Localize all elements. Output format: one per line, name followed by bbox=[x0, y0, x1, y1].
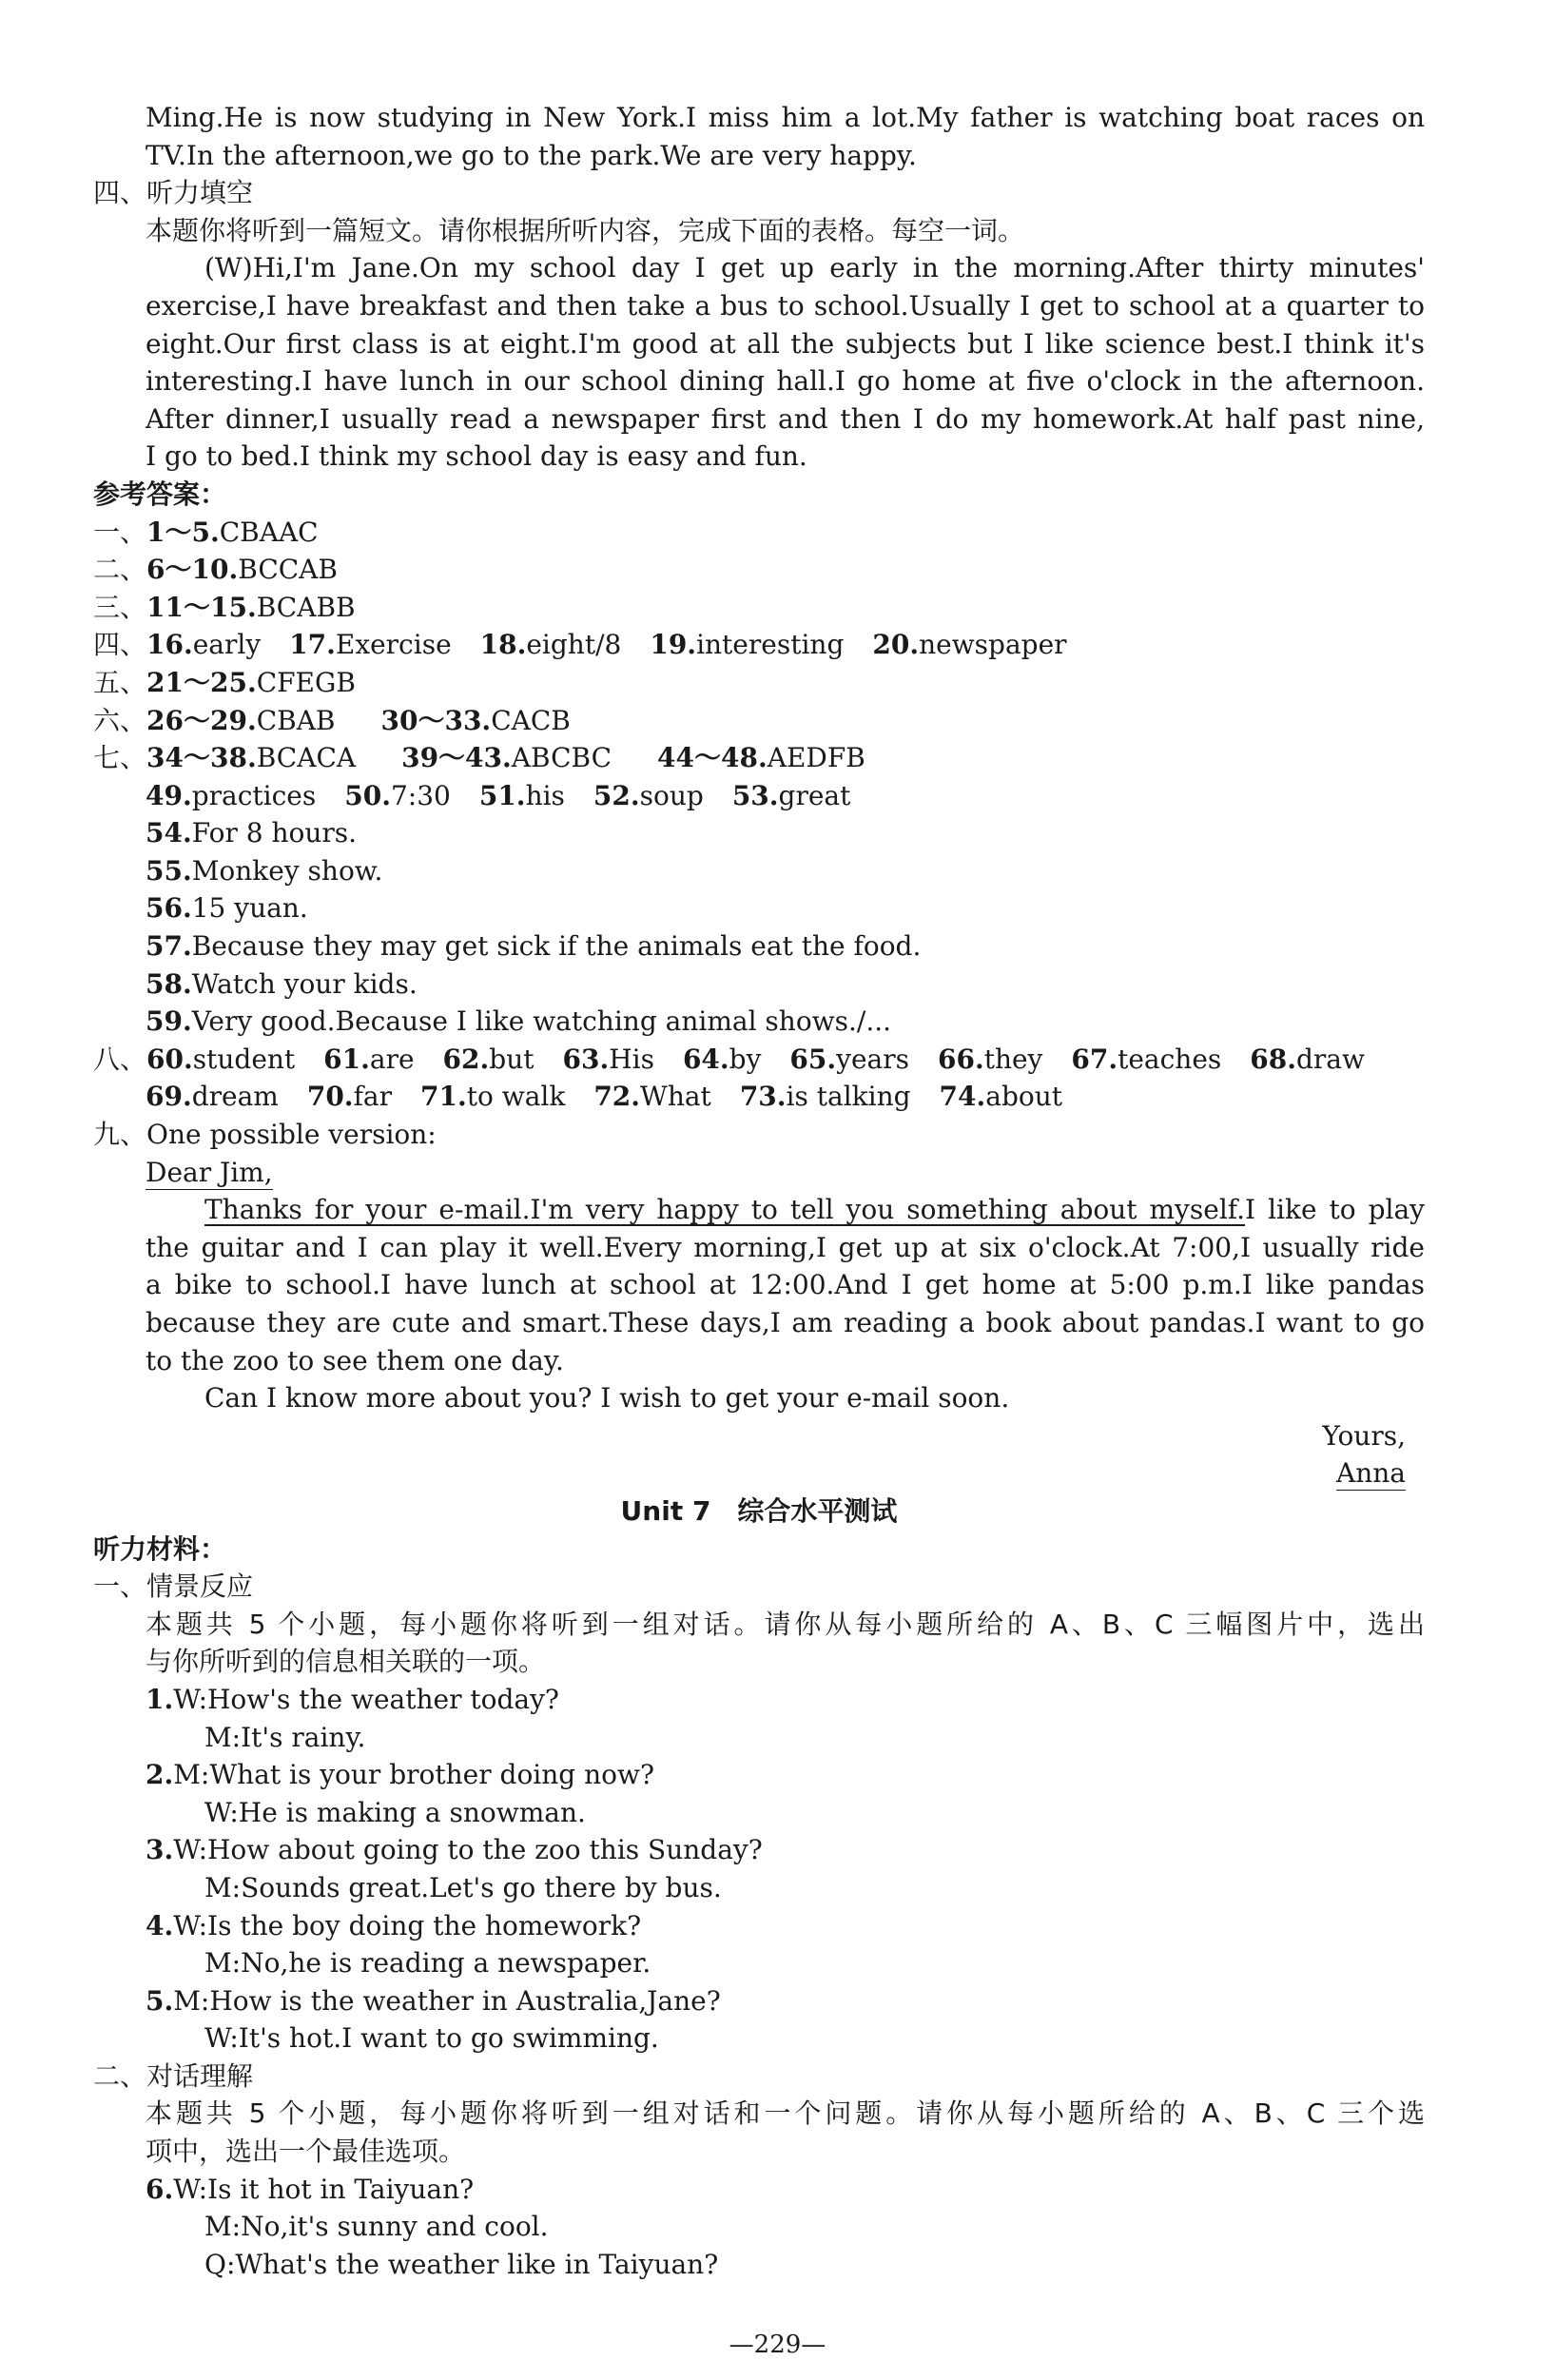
line: W:How's the weather today? bbox=[173, 1683, 559, 1715]
answer: CFEGB bbox=[256, 666, 356, 698]
answer: What bbox=[640, 1081, 711, 1113]
sec1-instr-1: 本题共 5 个小题，每小题你将听到一组对话。请你从每小题所给的 A、B、C 三幅图片中，选出 bbox=[146, 1608, 1425, 1640]
answer-row-7 bbox=[93, 739, 1425, 777]
num: 53. bbox=[731, 779, 779, 811]
num: 71. bbox=[420, 1081, 467, 1113]
row-prefix: 二、 bbox=[93, 554, 147, 586]
line: W:Is it hot in Taiyuan? bbox=[173, 2173, 475, 2205]
dialog-6-question: Q:What's the weather like in Taiyuan? bbox=[204, 2248, 719, 2280]
essay-line-4: because they are cute and smart.These days,I am reading a book about pandas.I want to go bbox=[146, 1307, 1425, 1338]
sec1-instr-2: 与你所听到的信息相关联的一项。 bbox=[146, 1646, 546, 1678]
passage-line-3: eight.Our first class is at eight.I'm good at all the subjects but I like science best.I think it's bbox=[146, 327, 1425, 360]
num: 65. bbox=[789, 1043, 837, 1075]
sec2-instr-1: 本题共 5 个小题，每小题你将听到一组对话和一个问题。请你从每小题所给的 A、B、C 三个选 bbox=[146, 2097, 1425, 2130]
answer: For 8 hours. bbox=[191, 817, 358, 849]
num: 58. bbox=[146, 967, 192, 1000]
range: 11～15. bbox=[146, 591, 257, 623]
num: 64. bbox=[682, 1043, 729, 1075]
dialog-3-a: M:Sounds great.Let's go there by bus. bbox=[204, 1871, 722, 1903]
range: 21～25. bbox=[146, 666, 257, 698]
intro-line-2: TV.In the afternoon,we go to the park.We are very happy. bbox=[146, 139, 917, 171]
dialog-1-q bbox=[93, 1681, 1425, 1719]
essay-line-5: to the zoo to see them one day. bbox=[146, 1344, 564, 1376]
section4-title: 四、听力填空 bbox=[93, 177, 254, 209]
answer: are bbox=[369, 1043, 415, 1075]
num: 56. bbox=[146, 892, 192, 925]
answer-56 bbox=[93, 889, 1425, 927]
essay-underlined-sentence: Thanks for your e-mail.I'm very happy to tell you something about myself. bbox=[204, 1194, 1246, 1226]
row-prefix: 一、 bbox=[93, 516, 147, 548]
dialog-3-q bbox=[93, 1831, 1425, 1869]
answer: newspaper bbox=[919, 629, 1067, 661]
essay-line-2: the guitar and I can play it well.Every morning,I get up at six o'clock.At 7:00,I usually ride bbox=[146, 1231, 1425, 1263]
answer-row-7b bbox=[93, 777, 1425, 815]
row-prefix: 八、 bbox=[93, 1043, 147, 1075]
essay-signoff-line bbox=[93, 1417, 1425, 1455]
range: 34～38. bbox=[146, 742, 257, 774]
line: M:How is the weather in Australia,Jane? bbox=[173, 1984, 721, 2017]
num: 52. bbox=[593, 779, 640, 811]
essay-greeting-line bbox=[93, 1154, 1425, 1192]
answer-55 bbox=[93, 852, 1425, 890]
answer: Monkey show. bbox=[191, 854, 383, 887]
num: 20. bbox=[872, 629, 920, 661]
num: 61. bbox=[323, 1043, 370, 1075]
num: 60. bbox=[146, 1043, 193, 1075]
essay-greeting: Dear Jim, bbox=[146, 1156, 273, 1188]
answer: far bbox=[353, 1081, 393, 1113]
listening-title: 听力材料： bbox=[93, 1532, 227, 1565]
answer: Watch your kids. bbox=[191, 967, 418, 1000]
num: 16. bbox=[146, 629, 193, 661]
intro-line-1: Ming.He is now studying in New York.I miss him a lot.My father is watching boat races on bbox=[146, 102, 1425, 133]
answer-row-8 bbox=[93, 1041, 1425, 1079]
num: 62. bbox=[442, 1043, 490, 1075]
num: 6. bbox=[146, 2173, 174, 2205]
row-prefix: 六、 bbox=[93, 704, 147, 736]
essay-name: Anna bbox=[1336, 1457, 1406, 1490]
answer-59 bbox=[93, 1003, 1425, 1041]
answer: Very good.Because I like watching animal shows./... bbox=[191, 1005, 892, 1038]
answer: interesting bbox=[696, 629, 845, 661]
passage-line-2: exercise,I have breakfast and then take a bus to school.Usually I get to school at a quarter to bbox=[146, 289, 1425, 322]
range: 6～10. bbox=[146, 554, 239, 586]
num: 18. bbox=[479, 629, 527, 661]
dialog-6-a: M:No,it's sunny and cool. bbox=[204, 2211, 549, 2243]
answer: draw bbox=[1296, 1043, 1365, 1075]
essay-name-line bbox=[93, 1454, 1425, 1492]
passage-line-5: After dinner,I usually read a newspaper first and then I do my homework.At half past nine, bbox=[146, 402, 1425, 435]
answer: BCACA bbox=[256, 742, 357, 774]
row-prefix: 七、 bbox=[93, 742, 147, 774]
answer: early bbox=[192, 629, 262, 661]
num: 72. bbox=[593, 1081, 641, 1113]
answer: about bbox=[985, 1081, 1063, 1113]
dialog-2-a: W:He is making a snowman. bbox=[204, 1796, 586, 1828]
answer: but bbox=[489, 1043, 535, 1075]
answer: dream bbox=[191, 1081, 279, 1113]
answer: BCCAB bbox=[238, 554, 338, 586]
answer: His bbox=[609, 1043, 654, 1075]
answer: Exercise bbox=[335, 629, 452, 661]
num: 73. bbox=[739, 1081, 787, 1113]
answer-row-8b bbox=[93, 1078, 1425, 1116]
num: 55. bbox=[146, 854, 192, 887]
essay-heading: One possible version: bbox=[146, 1119, 437, 1151]
num: 19. bbox=[650, 629, 697, 661]
row-prefix: 九、 bbox=[93, 1119, 147, 1151]
answer: great bbox=[778, 779, 851, 811]
num: 70. bbox=[306, 1081, 354, 1113]
answer: soup bbox=[639, 779, 704, 811]
line: M:What is your brother doing now? bbox=[173, 1759, 654, 1791]
dialog-4-q bbox=[93, 1907, 1425, 1945]
num: 59. bbox=[146, 1005, 192, 1038]
answer: years bbox=[836, 1043, 909, 1075]
row-prefix: 五、 bbox=[93, 666, 147, 698]
row-prefix: 四、 bbox=[93, 629, 147, 661]
answer-row-6 bbox=[93, 702, 1425, 740]
answer: teaches bbox=[1118, 1043, 1222, 1075]
num: 4. bbox=[146, 1909, 174, 1941]
answers-title: 参考答案： bbox=[93, 478, 227, 510]
dialog-5-a: W:It's hot.I want to go swimming. bbox=[204, 2022, 659, 2055]
sec2-instr-2: 项中，选出一个最佳选项。 bbox=[146, 2136, 466, 2168]
answer-row-4 bbox=[93, 626, 1425, 664]
range: 44～48. bbox=[657, 742, 768, 774]
line: W:How about going to the zoo this Sunday? bbox=[173, 1834, 763, 1866]
passage-line-4: interesting.I have lunch in our school dining hall.I go home at five o'clock in the afternoon. bbox=[146, 365, 1425, 398]
essay-line-1 bbox=[93, 1191, 1425, 1229]
num: 67. bbox=[1071, 1043, 1118, 1075]
answer: his bbox=[525, 779, 565, 811]
answer-58 bbox=[93, 966, 1425, 1004]
answer-row-5 bbox=[93, 664, 1425, 702]
essay-signoff: Yours, bbox=[1322, 1419, 1406, 1452]
num: 2. bbox=[146, 1759, 174, 1791]
num: 69. bbox=[146, 1081, 192, 1113]
answer-54 bbox=[93, 814, 1425, 852]
section4-instruction: 本题你将听到一篇短文。请你根据所听内容，完成下面的表格。每空一词。 bbox=[146, 214, 1025, 246]
answer: to walk bbox=[466, 1081, 566, 1113]
answer: BCABB bbox=[256, 591, 356, 623]
answer: Because they may get sick if the animals eat the food. bbox=[191, 930, 922, 963]
essay-line-3: a bike to school.I have lunch at school at 12:00.And I get home at 5:00 p.m.I like pandas bbox=[146, 1269, 1425, 1301]
dialog-2-q bbox=[93, 1756, 1425, 1794]
num: 68. bbox=[1250, 1043, 1296, 1075]
answer: AEDFB bbox=[767, 742, 865, 774]
num: 74. bbox=[939, 1081, 986, 1113]
num: 63. bbox=[562, 1043, 610, 1075]
sec2-title: 二、对话理解 bbox=[93, 2059, 254, 2092]
dialog-4-a: M:No,he is reading a newspaper. bbox=[204, 1947, 651, 1980]
answer: ABCBC bbox=[511, 742, 612, 774]
num: 57. bbox=[146, 930, 192, 963]
range: 39～43. bbox=[401, 742, 512, 774]
num: 50. bbox=[344, 779, 391, 811]
answer: 7:30 bbox=[390, 779, 451, 811]
answer: they bbox=[983, 1043, 1043, 1075]
page-content bbox=[93, 99, 1425, 2283]
range: 26～29. bbox=[146, 704, 257, 736]
answer-row-2 bbox=[93, 551, 1425, 589]
num: 49. bbox=[146, 779, 192, 811]
answer-57 bbox=[93, 927, 1425, 966]
range: 30～33. bbox=[380, 704, 492, 736]
num: 3. bbox=[146, 1834, 174, 1866]
answer: 15 yuan. bbox=[191, 892, 308, 925]
answer: by bbox=[729, 1043, 762, 1075]
answer-row-1 bbox=[93, 514, 1425, 552]
sec1-title: 一、情景反应 bbox=[93, 1570, 254, 1603]
passage-line-6: I go to bed.I think my school day is easy and fun. bbox=[146, 440, 807, 473]
dialog-1-a: M:It's rainy. bbox=[204, 1721, 366, 1753]
answer-row-9 bbox=[93, 1116, 1425, 1154]
num: 54. bbox=[146, 817, 192, 849]
answer: CACB bbox=[491, 704, 571, 736]
answer: CBAB bbox=[256, 704, 336, 736]
num: 51. bbox=[478, 779, 526, 811]
page-number: —229— bbox=[729, 2331, 826, 2359]
num: 17. bbox=[289, 629, 336, 661]
line: W:Is the boy doing the homework? bbox=[173, 1909, 642, 1941]
num: 5. bbox=[146, 1984, 174, 2017]
num: 1. bbox=[146, 1683, 174, 1715]
passage-line-1: (W)Hi,I'm Jane.On my school day I get up early in the morning.After thirty minutes' bbox=[204, 252, 1425, 284]
answer: practices bbox=[191, 779, 317, 811]
dialog-5-q bbox=[93, 1982, 1425, 2020]
answer: CBAAC bbox=[219, 516, 319, 548]
dialog-6-q bbox=[93, 2171, 1425, 2209]
answer: student bbox=[192, 1043, 296, 1075]
answer: eight/8 bbox=[526, 629, 622, 661]
unit7-title: Unit 7 综合水平测试 bbox=[620, 1494, 898, 1527]
answer: is talking bbox=[786, 1081, 911, 1113]
answer-row-3 bbox=[93, 589, 1425, 627]
row-prefix: 三、 bbox=[93, 591, 147, 623]
num: 66. bbox=[937, 1043, 984, 1075]
essay-closing-para: Can I know more about you? I wish to get your e-mail soon. bbox=[204, 1382, 1010, 1414]
essay-first-rest: I like to play bbox=[1245, 1194, 1425, 1226]
range: 1～5. bbox=[146, 516, 220, 548]
